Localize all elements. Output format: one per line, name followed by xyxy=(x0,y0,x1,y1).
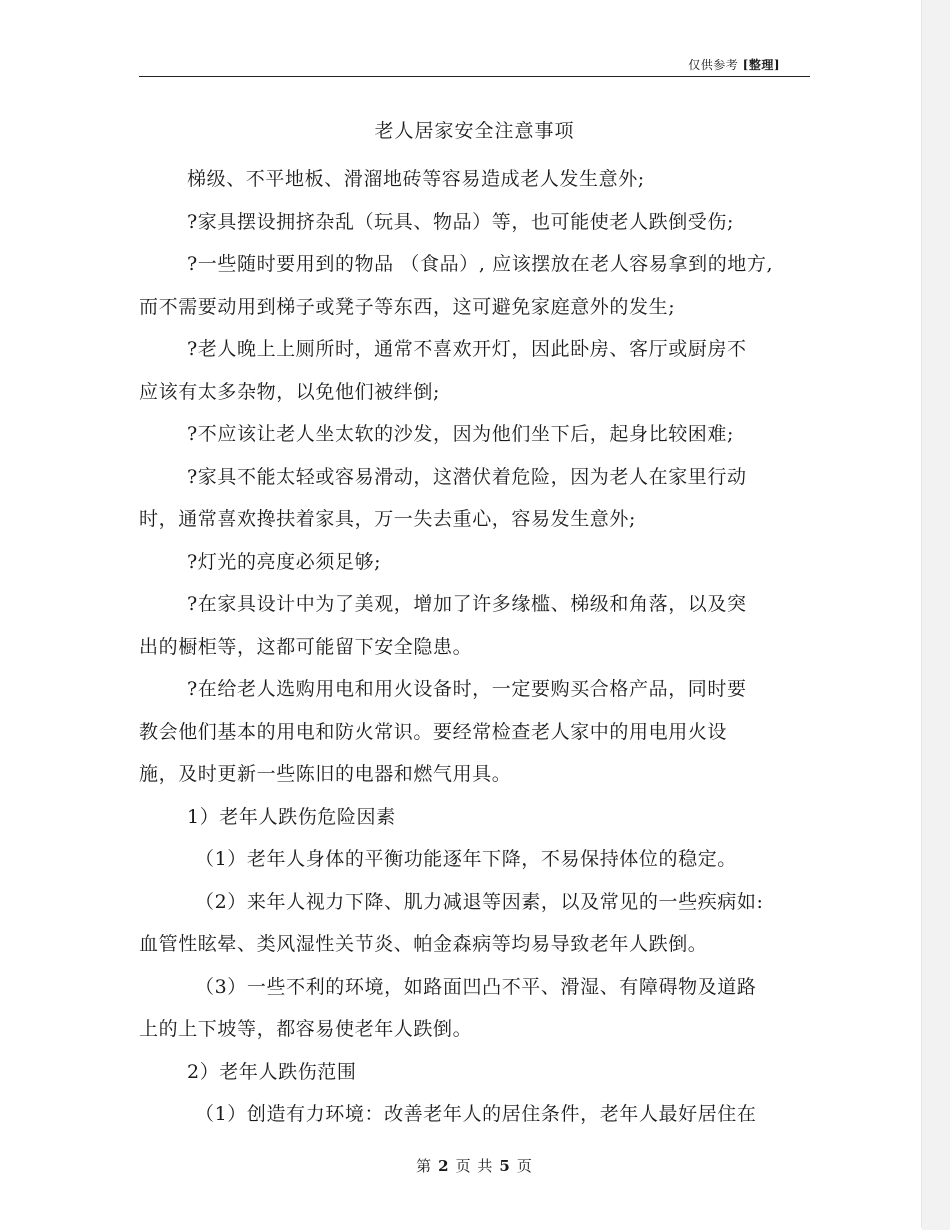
body-line: ?家具摆设拥挤杂乱（玩具、物品）等，也可能使老人跌倒受伤; xyxy=(187,210,734,233)
document-title: 老人居家安全注意事项 xyxy=(374,120,575,142)
body-line: 而不需要动用到梯子或凳子等东西，这可避免家庭意外的发生; xyxy=(139,295,676,318)
body-line: ?不应该让老人坐太软的沙发，因为他们坐下后，起身比较困难; xyxy=(187,423,734,445)
document-body xyxy=(139,158,779,1136)
body-line: （1）老年人身体的平衡功能逐年下降，不易保持体位的稳定。 xyxy=(195,848,737,870)
body-line: 上的上下坡等，都容易使老年人跌倒。 xyxy=(139,1018,473,1040)
body-line: ?在给老人选购用电和用火设备时，一定要购买合格产品，同时要 xyxy=(187,678,747,700)
footer-total-pages: 5 xyxy=(499,1157,511,1175)
viewer-gutter xyxy=(922,0,950,1230)
body-line: ?家具不能太轻或容易滑动，这潜伏着危险，因为老人在家里行动 xyxy=(187,465,747,488)
body-line: 1）老年人跌伤危险因素 xyxy=(187,805,396,828)
body-line: 出的橱柜等，这都可能留下安全隐患。 xyxy=(139,635,473,658)
body-line: 血管性眩晕、类风湿性关节炎、帕金森病等均易导致老年人跌倒。 xyxy=(139,933,708,955)
body-line: 时，通常喜欢搀扶着家具，万一失去重心，容易发生意外; xyxy=(139,508,637,530)
page-footer xyxy=(139,1155,810,1176)
body-line: （2）来年人视力下降、肌力减退等因素，以及常见的一些疾病如: xyxy=(195,890,764,913)
footer-prefix: 第 xyxy=(416,1157,433,1175)
body-line: ?老人晚上上厕所时，通常不喜欢开灯，因此卧房、客厅或厨房不 xyxy=(187,338,747,360)
header-bracket-label: [整理] xyxy=(742,58,780,72)
body-line: 教会他们基本的用电和防火常识。要经常检查老人家中的用电用火设 xyxy=(139,720,728,743)
footer-middle: 页 共 xyxy=(455,1157,494,1175)
body-line: 梯级、不平地板、滑溜地砖等容易造成老人发生意外; xyxy=(187,168,645,190)
body-line: ?一些随时要用到的物品 （食品）, 应该摆放在老人容易拿到的地方, xyxy=(187,253,774,275)
footer-current-page: 2 xyxy=(438,1157,450,1175)
footer-suffix: 页 xyxy=(516,1157,533,1175)
body-line: ?在家具设计中为了美观，增加了许多缘槛、梯级和角落，以及突 xyxy=(187,593,747,615)
body-line: （1）创造有力环境：改善老年人的居住条件，老年人最好居住在 xyxy=(195,1103,757,1125)
body-line: （3）一些不利的环境，如路面凹凸不平、滑湿、有障碍物及道路 xyxy=(195,975,757,998)
header-note xyxy=(688,56,780,73)
body-line: 2）老年人跌伤范围 xyxy=(187,1060,357,1083)
header-divider xyxy=(139,76,810,77)
body-line: 应该有太多杂物，以免他们被绊倒; xyxy=(139,380,441,403)
body-line: 施，及时更新一些陈旧的电器和燃气用具。 xyxy=(139,763,512,785)
header-note-text: 仅供参考 xyxy=(688,58,739,72)
body-line: ?灯光的亮度必须足够; xyxy=(187,550,382,573)
